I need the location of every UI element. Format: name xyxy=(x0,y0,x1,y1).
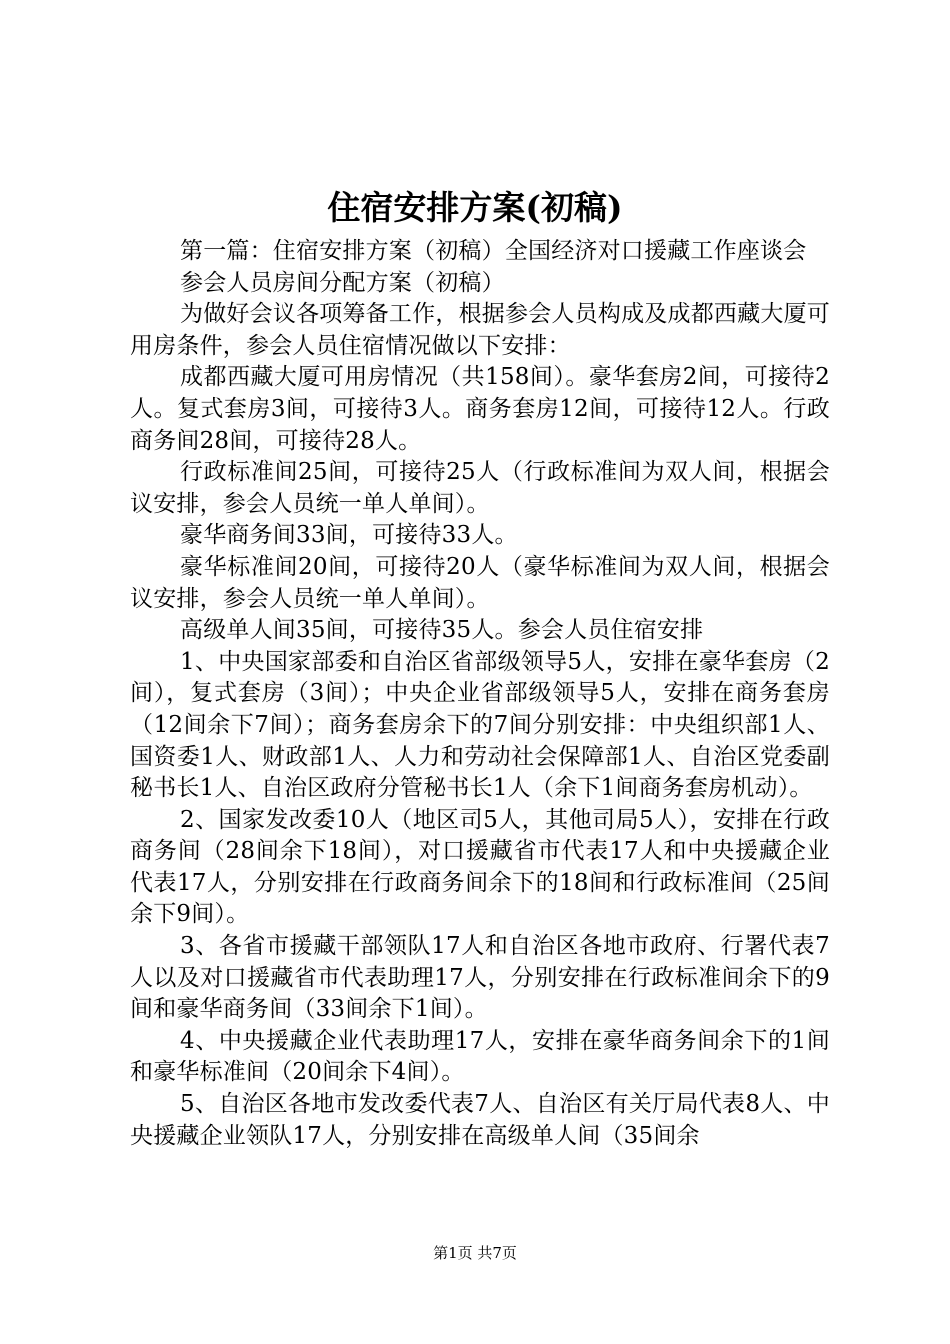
paragraph: 成都西藏大厦可用房情况（共158间）。豪华套房2间，可接待2人。复式套房3间，可接待3人。商务套房12间，可接待12人。行政商务间28间，可接待28人。 xyxy=(130,364,830,454)
page-number-footer: 第1页 共7页 xyxy=(433,1244,517,1262)
paragraph: 参会人员房间分配方案（初稿） xyxy=(180,269,505,296)
paragraph: 豪华商务间33间，可接待33人。 xyxy=(180,522,518,549)
paragraph: 1、中央国家部委和自治区省部级领导5人，安排在豪华套房（2间），复式套房（3间）；中央企业省部级领导5人，安排在商务套房（12间余下7间）；商务套房余下的7间分别安排：中央组织部1人、国资委1人、财政部1人、人力和劳动社会保障部1人、自治区党委副秘书长1人、自治区政府分管秘书长1人（余下1间商务套房机动）。 xyxy=(130,648,830,802)
paragraph: 行政标准间25间，可接待25人（行政标准间为双人间，根据会议安排，参会人员统一单人单间）。 xyxy=(130,459,830,517)
paragraph: 豪华标准间20间，可接待20人（豪华标准间为双人间，根据会议安排，参会人员统一单人单间）。 xyxy=(130,553,830,612)
document-body xyxy=(130,236,830,1152)
document-title: 住宿安排方案(初稿) xyxy=(327,188,623,227)
paragraph: 4、中央援藏企业代表助理17人，安排在豪华商务间余下的1间和豪华标准间（20间余下4间）。 xyxy=(130,1027,830,1086)
paragraph: 2、国家发改委10人（地区司5人，其他司局5人），安排在行政商务间（28间余下18间），对口援藏省市代表17人和中央援藏企业代表17人，分别安排在行政商务间余下的18间和行政标准间（25间余下9间）。 xyxy=(130,806,830,928)
paragraph: 为做好会议各项筹备工作，根据参会人员构成及成都西藏大厦可用房条件，参会人员住宿情况做以下安排： xyxy=(130,301,830,359)
paragraph: 第一篇：住宿安排方案（初稿）全国经济对口援藏工作座谈会 xyxy=(180,238,807,264)
paragraph: 3、各省市援藏干部领队17人和自治区各地市政府、行署代表7人以及对口援藏省市代表助理17人，分别安排在行政标准间余下的9间和豪华商务间（33间余下1间）。 xyxy=(130,933,830,1023)
paragraph: 高级单人间35间，可接待35人。参会人员住宿安排 xyxy=(180,617,704,644)
paragraph: 5、自治区各地市发改委代表7人、自治区有关厅局代表8人、中央援藏企业领队17人，分别安排在高级单人间（35间余 xyxy=(130,1091,830,1149)
